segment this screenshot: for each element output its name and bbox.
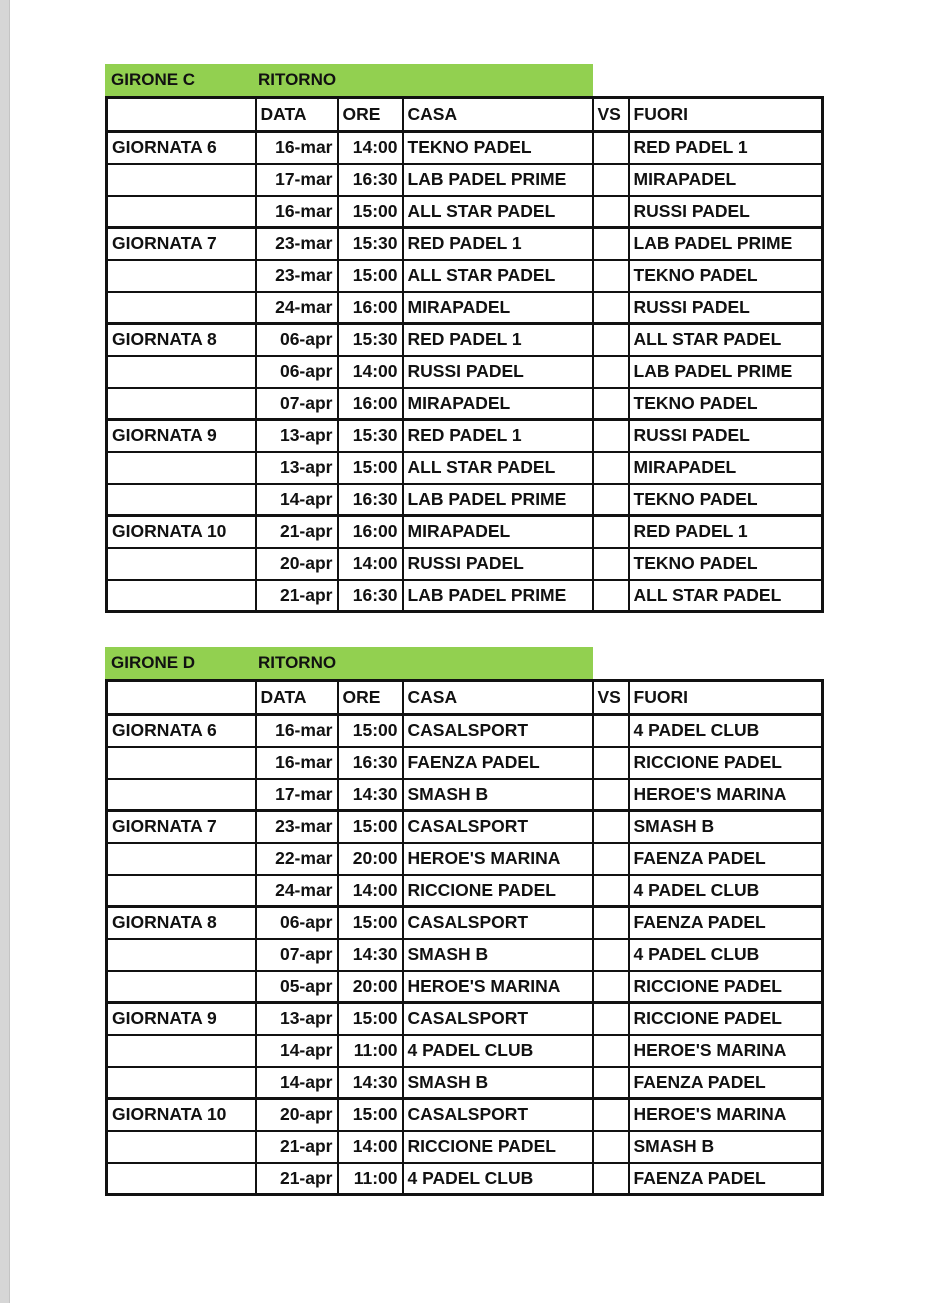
- table-row: [107, 516, 823, 548]
- girone-d-rows: [107, 715, 823, 1195]
- girone-c-rows: [107, 132, 823, 612]
- home-team-cell: RED PADEL 1: [403, 228, 593, 260]
- home-team-cell: RICCIONE PADEL: [403, 875, 593, 907]
- time-cell: 15:00: [338, 1099, 403, 1131]
- giornata-cell: GIORNATA 10: [107, 1099, 256, 1131]
- home-team-cell: ALL STAR PADEL: [403, 452, 593, 484]
- table-header-row: [107, 681, 823, 715]
- table-row: [107, 196, 823, 228]
- date-cell: 05-apr: [256, 971, 338, 1003]
- giornata-cell: [107, 747, 256, 779]
- header-casa: CASA: [403, 681, 593, 715]
- date-cell: 16-mar: [256, 196, 338, 228]
- time-cell: 14:00: [338, 356, 403, 388]
- table-row: [107, 1067, 823, 1099]
- time-cell: 11:00: [338, 1035, 403, 1067]
- home-team-cell: CASALSPORT: [403, 1099, 593, 1131]
- vs-cell: [593, 875, 629, 907]
- home-team-cell: LAB PADEL PRIME: [403, 580, 593, 612]
- girone-c-table: [105, 96, 824, 613]
- away-team-cell: ALL STAR PADEL: [629, 580, 823, 612]
- table-row: [107, 292, 823, 324]
- vs-cell: [593, 260, 629, 292]
- home-team-cell: 4 PADEL CLUB: [403, 1163, 593, 1195]
- away-team-cell: RED PADEL 1: [629, 132, 823, 164]
- time-cell: 15:30: [338, 324, 403, 356]
- date-cell: 21-apr: [256, 1163, 338, 1195]
- date-cell: 14-apr: [256, 484, 338, 516]
- away-team-cell: SMASH B: [629, 811, 823, 843]
- vs-cell: [593, 324, 629, 356]
- table-row: [107, 1003, 823, 1035]
- giornata-cell: GIORNATA 9: [107, 1003, 256, 1035]
- giornata-cell: [107, 939, 256, 971]
- vs-cell: [593, 907, 629, 939]
- girone-c-section: [105, 64, 821, 613]
- away-team-cell: RUSSI PADEL: [629, 420, 823, 452]
- home-team-cell: HEROE'S MARINA: [403, 971, 593, 1003]
- home-team-cell: RED PADEL 1: [403, 324, 593, 356]
- away-team-cell: HEROE'S MARINA: [629, 1035, 823, 1067]
- date-cell: 20-apr: [256, 1099, 338, 1131]
- home-team-cell: RUSSI PADEL: [403, 548, 593, 580]
- giornata-cell: [107, 1067, 256, 1099]
- home-team-cell: RED PADEL 1: [403, 420, 593, 452]
- vs-cell: [593, 939, 629, 971]
- table-row: [107, 843, 823, 875]
- time-cell: 16:00: [338, 292, 403, 324]
- giornata-cell: GIORNATA 10: [107, 516, 256, 548]
- time-cell: 14:00: [338, 548, 403, 580]
- home-team-cell: LAB PADEL PRIME: [403, 484, 593, 516]
- away-team-cell: TEKNO PADEL: [629, 484, 823, 516]
- table-row: [107, 228, 823, 260]
- table-row: [107, 548, 823, 580]
- home-team-cell: 4 PADEL CLUB: [403, 1035, 593, 1067]
- date-cell: 23-mar: [256, 811, 338, 843]
- time-cell: 15:00: [338, 196, 403, 228]
- girone-d-header: [105, 647, 593, 679]
- date-cell: 23-mar: [256, 228, 338, 260]
- vs-cell: [593, 811, 629, 843]
- table-row: [107, 356, 823, 388]
- vs-cell: [593, 1003, 629, 1035]
- home-team-cell: FAENZA PADEL: [403, 747, 593, 779]
- vs-cell: [593, 843, 629, 875]
- vs-cell: [593, 356, 629, 388]
- away-team-cell: LAB PADEL PRIME: [629, 228, 823, 260]
- away-team-cell: TEKNO PADEL: [629, 388, 823, 420]
- table-row: [107, 164, 823, 196]
- header-giornata: [107, 98, 256, 132]
- time-cell: 20:00: [338, 843, 403, 875]
- date-cell: 24-mar: [256, 875, 338, 907]
- vs-cell: [593, 196, 629, 228]
- vs-cell: [593, 132, 629, 164]
- vs-cell: [593, 1163, 629, 1195]
- date-cell: 13-apr: [256, 1003, 338, 1035]
- giornata-cell: [107, 484, 256, 516]
- header-ore: ORE: [338, 681, 403, 715]
- header-fuori: FUORI: [629, 98, 823, 132]
- giornata-cell: GIORNATA 7: [107, 811, 256, 843]
- giornata-cell: [107, 388, 256, 420]
- girone-c-header: [105, 64, 593, 96]
- home-team-cell: CASALSPORT: [403, 907, 593, 939]
- giornata-cell: [107, 452, 256, 484]
- giornata-cell: [107, 164, 256, 196]
- time-cell: 16:30: [338, 580, 403, 612]
- vs-cell: [593, 292, 629, 324]
- home-team-cell: CASALSPORT: [403, 811, 593, 843]
- table-row: [107, 811, 823, 843]
- giornata-cell: [107, 548, 256, 580]
- vs-cell: [593, 1131, 629, 1163]
- away-team-cell: 4 PADEL CLUB: [629, 875, 823, 907]
- vs-cell: [593, 747, 629, 779]
- home-team-cell: CASALSPORT: [403, 715, 593, 747]
- header-giornata: [107, 681, 256, 715]
- vs-cell: [593, 971, 629, 1003]
- time-cell: 15:30: [338, 228, 403, 260]
- away-team-cell: TEKNO PADEL: [629, 260, 823, 292]
- date-cell: 24-mar: [256, 292, 338, 324]
- date-cell: 17-mar: [256, 164, 338, 196]
- giornata-cell: GIORNATA 6: [107, 132, 256, 164]
- header-casa: CASA: [403, 98, 593, 132]
- table-row: [107, 580, 823, 612]
- away-team-cell: RICCIONE PADEL: [629, 1003, 823, 1035]
- vs-cell: [593, 1099, 629, 1131]
- table-row: [107, 484, 823, 516]
- girone-d-table: [105, 679, 824, 1196]
- header-vs: VS: [593, 98, 629, 132]
- date-cell: 13-apr: [256, 420, 338, 452]
- home-team-cell: MIRAPADEL: [403, 388, 593, 420]
- girone-phase: RITORNO: [258, 70, 337, 89]
- header-fuori: FUORI: [629, 681, 823, 715]
- time-cell: 15:30: [338, 420, 403, 452]
- table-row: [107, 779, 823, 811]
- time-cell: 15:00: [338, 907, 403, 939]
- giornata-cell: [107, 971, 256, 1003]
- date-cell: 16-mar: [256, 747, 338, 779]
- time-cell: 16:00: [338, 516, 403, 548]
- vs-cell: [593, 420, 629, 452]
- time-cell: 15:00: [338, 260, 403, 292]
- girone-name: GIRONE C: [111, 70, 196, 89]
- date-cell: 14-apr: [256, 1035, 338, 1067]
- table-row: [107, 1163, 823, 1195]
- date-cell: 13-apr: [256, 452, 338, 484]
- date-cell: 07-apr: [256, 939, 338, 971]
- vs-cell: [593, 1067, 629, 1099]
- date-cell: 21-apr: [256, 516, 338, 548]
- home-team-cell: MIRAPADEL: [403, 292, 593, 324]
- table-header-row: [107, 98, 823, 132]
- date-cell: 17-mar: [256, 779, 338, 811]
- away-team-cell: MIRAPADEL: [629, 452, 823, 484]
- away-team-cell: RED PADEL 1: [629, 516, 823, 548]
- date-cell: 16-mar: [256, 715, 338, 747]
- vs-cell: [593, 516, 629, 548]
- time-cell: 15:00: [338, 811, 403, 843]
- date-cell: 14-apr: [256, 1067, 338, 1099]
- date-cell: 22-mar: [256, 843, 338, 875]
- date-cell: 23-mar: [256, 260, 338, 292]
- away-team-cell: FAENZA PADEL: [629, 907, 823, 939]
- giornata-cell: [107, 875, 256, 907]
- date-cell: 16-mar: [256, 132, 338, 164]
- time-cell: 11:00: [338, 1163, 403, 1195]
- giornata-cell: [107, 356, 256, 388]
- away-team-cell: ALL STAR PADEL: [629, 324, 823, 356]
- time-cell: 15:00: [338, 715, 403, 747]
- time-cell: 14:30: [338, 779, 403, 811]
- giornata-cell: [107, 1131, 256, 1163]
- home-team-cell: TEKNO PADEL: [403, 132, 593, 164]
- table-row: [107, 452, 823, 484]
- vs-cell: [593, 580, 629, 612]
- giornata-cell: GIORNATA 8: [107, 324, 256, 356]
- away-team-cell: FAENZA PADEL: [629, 1067, 823, 1099]
- away-team-cell: 4 PADEL CLUB: [629, 939, 823, 971]
- table-row: [107, 420, 823, 452]
- away-team-cell: RICCIONE PADEL: [629, 971, 823, 1003]
- giornata-cell: [107, 196, 256, 228]
- home-team-cell: RUSSI PADEL: [403, 356, 593, 388]
- date-cell: 21-apr: [256, 580, 338, 612]
- vs-cell: [593, 548, 629, 580]
- giornata-cell: [107, 1035, 256, 1067]
- away-team-cell: FAENZA PADEL: [629, 843, 823, 875]
- home-team-cell: CASALSPORT: [403, 1003, 593, 1035]
- home-team-cell: LAB PADEL PRIME: [403, 164, 593, 196]
- date-cell: 20-apr: [256, 548, 338, 580]
- vs-cell: [593, 164, 629, 196]
- away-team-cell: HEROE'S MARINA: [629, 1099, 823, 1131]
- table-row: [107, 1035, 823, 1067]
- time-cell: 16:00: [338, 388, 403, 420]
- table-row: [107, 324, 823, 356]
- giornata-cell: GIORNATA 7: [107, 228, 256, 260]
- time-cell: 14:30: [338, 939, 403, 971]
- time-cell: 15:00: [338, 452, 403, 484]
- giornata-cell: [107, 843, 256, 875]
- away-team-cell: HEROE'S MARINA: [629, 779, 823, 811]
- time-cell: 16:30: [338, 164, 403, 196]
- home-team-cell: HEROE'S MARINA: [403, 843, 593, 875]
- table-row: [107, 907, 823, 939]
- vs-cell: [593, 452, 629, 484]
- giornata-cell: GIORNATA 8: [107, 907, 256, 939]
- home-team-cell: SMASH B: [403, 1067, 593, 1099]
- table-row: [107, 1099, 823, 1131]
- time-cell: 16:30: [338, 484, 403, 516]
- girone-phase: RITORNO: [258, 653, 337, 672]
- time-cell: 14:00: [338, 132, 403, 164]
- giornata-cell: [107, 292, 256, 324]
- header-data: DATA: [256, 681, 338, 715]
- away-team-cell: RUSSI PADEL: [629, 196, 823, 228]
- home-team-cell: MIRAPADEL: [403, 516, 593, 548]
- vs-cell: [593, 1035, 629, 1067]
- table-row: [107, 1131, 823, 1163]
- table-row: [107, 260, 823, 292]
- girone-d-section: [105, 647, 821, 1196]
- header-data: DATA: [256, 98, 338, 132]
- table-row: [107, 875, 823, 907]
- header-ore: ORE: [338, 98, 403, 132]
- away-team-cell: 4 PADEL CLUB: [629, 715, 823, 747]
- time-cell: 14:30: [338, 1067, 403, 1099]
- date-cell: 06-apr: [256, 907, 338, 939]
- home-team-cell: ALL STAR PADEL: [403, 260, 593, 292]
- giornata-cell: [107, 580, 256, 612]
- vs-cell: [593, 228, 629, 260]
- table-row: [107, 388, 823, 420]
- away-team-cell: FAENZA PADEL: [629, 1163, 823, 1195]
- time-cell: 14:00: [338, 875, 403, 907]
- home-team-cell: ALL STAR PADEL: [403, 196, 593, 228]
- date-cell: 07-apr: [256, 388, 338, 420]
- header-vs: VS: [593, 681, 629, 715]
- vs-cell: [593, 388, 629, 420]
- away-team-cell: RUSSI PADEL: [629, 292, 823, 324]
- table-row: [107, 747, 823, 779]
- home-team-cell: SMASH B: [403, 939, 593, 971]
- date-cell: 06-apr: [256, 324, 338, 356]
- away-team-cell: LAB PADEL PRIME: [629, 356, 823, 388]
- away-team-cell: RICCIONE PADEL: [629, 747, 823, 779]
- giornata-cell: [107, 779, 256, 811]
- table-row: [107, 715, 823, 747]
- table-row: [107, 132, 823, 164]
- giornata-cell: [107, 260, 256, 292]
- date-cell: 06-apr: [256, 356, 338, 388]
- table-row: [107, 971, 823, 1003]
- vs-cell: [593, 484, 629, 516]
- table-row: [107, 939, 823, 971]
- date-cell: 21-apr: [256, 1131, 338, 1163]
- away-team-cell: TEKNO PADEL: [629, 548, 823, 580]
- vs-cell: [593, 779, 629, 811]
- page-edge-strip: [0, 0, 10, 1303]
- time-cell: 20:00: [338, 971, 403, 1003]
- home-team-cell: SMASH B: [403, 779, 593, 811]
- giornata-cell: GIORNATA 9: [107, 420, 256, 452]
- time-cell: 14:00: [338, 1131, 403, 1163]
- vs-cell: [593, 715, 629, 747]
- time-cell: 15:00: [338, 1003, 403, 1035]
- girone-name: GIRONE D: [111, 653, 196, 672]
- away-team-cell: MIRAPADEL: [629, 164, 823, 196]
- giornata-cell: [107, 1163, 256, 1195]
- away-team-cell: SMASH B: [629, 1131, 823, 1163]
- home-team-cell: RICCIONE PADEL: [403, 1131, 593, 1163]
- giornata-cell: GIORNATA 6: [107, 715, 256, 747]
- time-cell: 16:30: [338, 747, 403, 779]
